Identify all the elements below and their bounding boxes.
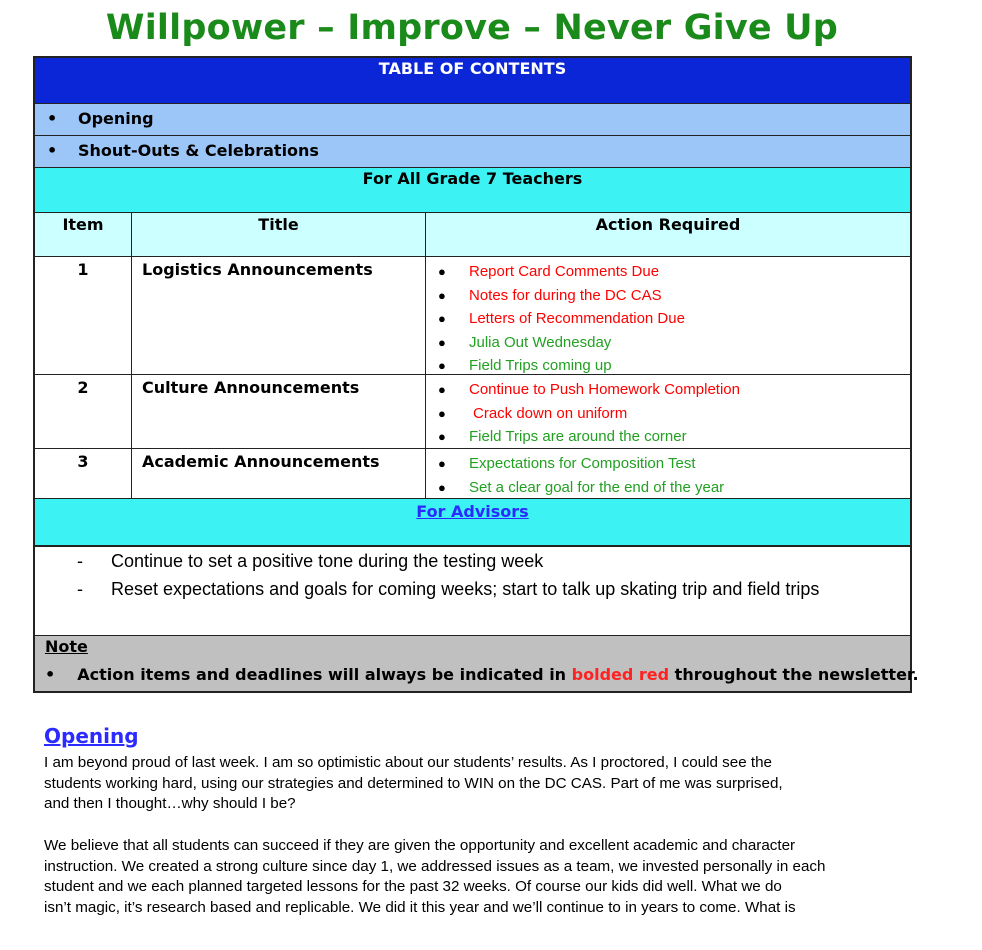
action-item: ● Notes for during the DC CAS <box>426 284 910 308</box>
opening-paragraph-2 <box>44 836 924 918</box>
bullet-icon: ● <box>438 456 446 471</box>
bullet-icon: ● <box>438 287 446 303</box>
bullet-icon: ● <box>438 334 446 350</box>
action-item: ● Julia Out Wednesday <box>426 331 910 355</box>
row-item-number: 1 <box>35 257 132 375</box>
action-item: ● Field Trips are around the corner <box>426 425 910 449</box>
bullet-icon: ● <box>438 479 446 495</box>
toc-bullet-opening <box>35 104 910 136</box>
paragraph-line: I am beyond proud of last week. I am so optimistic about our students’ results. As I proctored, I could see the <box>44 754 772 771</box>
toc-bullet-shoutouts <box>35 136 910 168</box>
paragraph-line: student and we each planned targeted lessons for the past 32 weeks. Of course our kids did well. What we do <box>44 878 782 895</box>
action-item: ● Continue to Push Homework Completion <box>426 378 910 402</box>
action-item: ● Expectations for Composition Test <box>426 452 910 476</box>
action-item: ● Report Card Comments Due <box>426 260 910 284</box>
column-header-title: Title <box>132 213 426 257</box>
bullet-icon: • <box>47 109 58 128</box>
bullet-icon: ● <box>438 382 446 397</box>
bullet-icon: ● <box>438 405 446 421</box>
paragraph-line: instruction. We created a strong culture since day 1, we addressed issues as a team, we invested personally in each <box>44 857 826 875</box>
row-actions <box>426 449 910 498</box>
document-title: Willpower – Improve – Never Give Up <box>105 8 839 48</box>
bullet-icon: • <box>47 141 58 160</box>
section-grade7: For All Grade 7 Teachers <box>35 168 910 213</box>
bullet-icon: ● <box>438 358 446 373</box>
advisors-link[interactable]: For Advisors <box>416 502 529 521</box>
paragraph-line: We believe that all students can succeed if they are given the opportunity and excellent academic and character <box>44 837 796 854</box>
opening-paragraph-1 <box>44 753 924 815</box>
note-label: Note <box>45 637 88 656</box>
row-title: Logistics Announcements <box>132 257 426 375</box>
row-title: Culture Announcements <box>132 375 426 449</box>
toc-bullet-label: Shout-Outs & Celebrations <box>78 141 319 160</box>
action-item: ● Field Trips coming up <box>426 354 910 378</box>
action-item: ● Crack down on uniform <box>426 402 910 426</box>
row-item-number: 2 <box>35 375 132 449</box>
advisor-items: - Continue to set a positive tone during the testing week - Reset expectations and goals for coming weeks; start to talk up skating trip and field trips <box>35 547 910 636</box>
bullet-icon: • <box>45 665 56 684</box>
paragraph-line: isn’t magic, it’s research based and replicable. We did it this year and we’ll continue to in years to come. What is <box>44 898 796 916</box>
column-header-item: Item <box>35 213 132 257</box>
section-advisors <box>35 498 910 547</box>
bullet-icon: ● <box>438 264 446 279</box>
note-text: • Action items and deadlines will always be indicated in bolded red throughout the newsletter. <box>45 665 919 684</box>
row-item-number: 3 <box>35 449 132 498</box>
announcements-table <box>35 213 910 498</box>
note-highlight: bolded red <box>571 665 670 684</box>
dash-icon: - <box>77 551 83 571</box>
column-header-action: Action Required <box>426 213 910 257</box>
bullet-icon: ● <box>438 429 446 444</box>
note-section <box>35 636 919 691</box>
toc-header: TABLE OF CONTENTS <box>35 58 910 104</box>
row-title: Academic Announcements <box>132 449 426 498</box>
bullet-icon: ● <box>438 311 446 326</box>
toc-bullet-label: Opening <box>78 109 154 128</box>
paragraph-line: students working hard, using our strategies and determined to WIN on the DC CAS. Part of me was surprised, <box>44 774 783 792</box>
dash-icon: - <box>77 579 83 599</box>
table-of-contents <box>33 56 919 693</box>
row-actions <box>426 257 910 375</box>
row-actions <box>426 375 910 449</box>
opening-heading[interactable]: Opening <box>44 724 139 748</box>
action-item: ● Set a clear goal for the end of the year <box>426 476 910 500</box>
paragraph-line: and then I thought…why should I be? <box>44 795 296 812</box>
action-item: ● Letters of Recommendation Due <box>426 307 910 331</box>
